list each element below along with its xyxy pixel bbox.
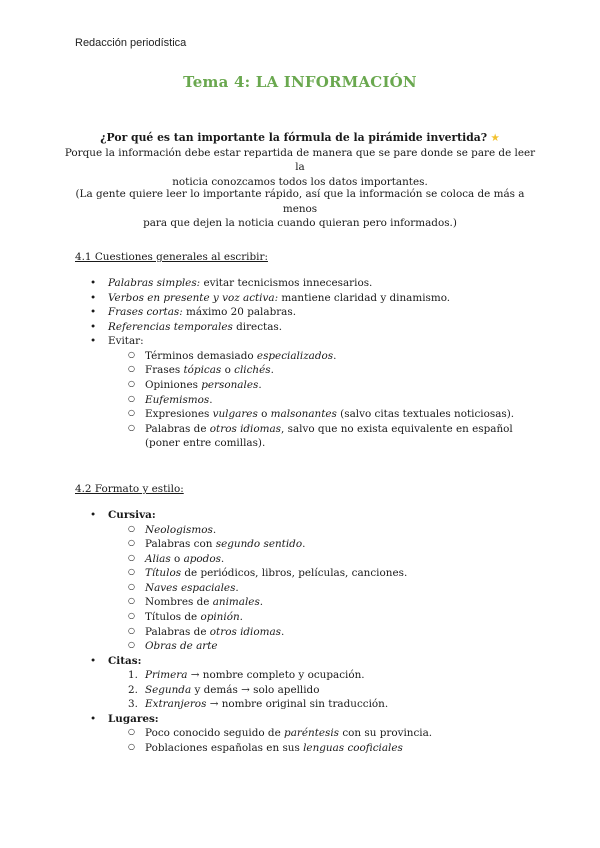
circle-bullet-icon: ○: [128, 727, 135, 737]
sublist-item: ○ Palabras de otros idiomas, salvo que no exista equivalente en español (poner entre comillas).: [128, 422, 513, 450]
sublist-item: ○ Poblaciones españolas en sus lenguas cooficiales: [128, 742, 403, 754]
circle-bullet-icon: ○: [128, 408, 135, 418]
sublist-item: ○ Nombres de animales.: [128, 596, 264, 609]
bullet-icon: •: [90, 320, 97, 333]
circle-bullet-icon: ○: [128, 378, 135, 388]
circle-bullet-icon: ○: [128, 552, 135, 562]
circle-bullet-icon: ○: [128, 742, 135, 751]
sublist-item: ○ Poco conocido seguido de paréntesis con su provincia.: [128, 727, 433, 740]
circle-bullet-icon: ○: [128, 640, 135, 650]
question-title-text: ¿Por qué es tan importante la fórmula de la pirámide invertida?: [100, 131, 488, 144]
sublist-item: ○ Palabras de otros idiomas.: [128, 625, 285, 638]
list-item-cursiva: • Cursiva: ○ Neologismos. ○ Palabras con segundo sentido. ○ Alias o apodos. ○ Títulos de periódicos, libros, películas, canciones. ○ Naves espaciales. ○ Nombres de animales. ○ Títulos de opinión. ○ Palabras de otros idiomas. ○ Obras de arte: [90, 508, 540, 654]
page-header: Redacción periodística: [75, 37, 187, 49]
section-4-2-title: 4.2 Formato y estilo:: [75, 483, 184, 495]
list-item: • Frases cortas: máximo 20 palabras.: [90, 306, 297, 319]
note-line1: (La gente quiere leer lo importante rápido, así que la información se coloca de más a menos: [75, 188, 525, 215]
bullet-icon: •: [90, 291, 97, 304]
circle-bullet-icon: ○: [128, 349, 135, 359]
list-item-citas: • Citas: 1. Primera → nombre completo y ocupación. 2. Segunda y demás → solo apellido 3. Extranjeros → nombre original sin traducción.: [90, 654, 540, 712]
sublist-item: ○ Obras de arte: [128, 640, 218, 653]
section-4-1-title: 4.1 Cuestiones generales al escribir:: [75, 251, 268, 263]
bullet-icon: •: [90, 712, 97, 725]
bullet-icon: •: [90, 335, 97, 348]
sublist-item: ○ Alias o apodos.: [128, 552, 225, 565]
avoid-sublist: [108, 349, 540, 451]
sublist-item: ○ Neologismos.: [128, 523, 217, 536]
sublist-item: ○ Eufemismos.: [128, 393, 213, 406]
bullet-icon: •: [90, 654, 97, 667]
circle-bullet-icon: ○: [128, 567, 135, 577]
question-answer-line1: Porque la información debe estar repartida de manera que se pare donde se pare de leer la: [64, 146, 536, 174]
page-title: Tema 4: LA INFORMACIÓN: [183, 73, 417, 91]
sublist-item: ○ Términos demasiado especializados.: [128, 349, 337, 362]
circle-bullet-icon: ○: [128, 523, 135, 533]
numbered-item: 3. Extranjeros → nombre original sin traducción.: [128, 698, 389, 711]
list-item: • Palabras simples: evitar tecnicismos innecesarios.: [90, 277, 373, 289]
circle-bullet-icon: ○: [128, 393, 135, 403]
citas-numbered-list: [108, 668, 540, 712]
question-answer-line2: noticia conozcamos todos los datos importantes.: [172, 175, 428, 188]
numbered-item: 2. Segunda y demás → solo apellido: [128, 683, 320, 696]
sublist-item: ○ Expresiones vulgares o malsonantes (salvo citas textuales noticiosas).: [128, 408, 515, 421]
question-title: [60, 130, 540, 146]
circle-bullet-icon: ○: [128, 581, 135, 591]
list-item-avoid: • Evitar: ○ Términos demasiado especializados. ○ Frases tópicas o clichés. ○ Opiniones personales. ○ Eufemismos. ○ Expresiones vulgares o malsonantes (salvo citas textuales noticiosas). ○ Palabras de otros idiomas, salvo que no exista equivalente en español (poner entre comillas).: [90, 334, 540, 451]
bullet-icon: •: [90, 277, 97, 289]
note-block: [60, 187, 540, 231]
section-4-1-list: [90, 276, 540, 451]
circle-bullet-icon: ○: [128, 422, 135, 432]
star-icon: ★: [490, 132, 500, 144]
sublist-item: ○ Títulos de opinión.: [128, 610, 243, 623]
section-4-2-list: [90, 508, 540, 756]
bullet-icon: •: [90, 306, 97, 319]
numbered-item: 1. Primera → nombre completo y ocupación.: [128, 669, 365, 682]
lugares-sublist: [108, 726, 540, 755]
sublist-item: ○ Opiniones personales.: [128, 378, 262, 391]
cursiva-sublist: [108, 523, 540, 654]
circle-bullet-icon: ○: [128, 625, 135, 635]
sublist-item: ○ Títulos de periódicos, libros, películas, canciones.: [128, 567, 408, 580]
sublist-item: ○ Naves espaciales.: [128, 581, 239, 594]
note-line2: para que dejen la noticia cuando quieran pero informados.): [143, 217, 457, 230]
circle-bullet-icon: ○: [128, 538, 135, 548]
list-item: • Verbos en presente y voz activa: mantiene claridad y dinamismo.: [90, 291, 451, 304]
list-item-lugares: • Lugares: ○ Poco conocido seguido de paréntesis con su provincia. ○ Poblaciones españolas en sus lenguas cooficiales: [90, 712, 540, 756]
sublist-item: ○ Frases tópicas o clichés.: [128, 364, 274, 377]
question-block: [60, 130, 540, 189]
circle-bullet-icon: ○: [128, 610, 135, 620]
list-item: • Referencias temporales directas.: [90, 320, 283, 333]
sublist-item: ○ Palabras con segundo sentido.: [128, 538, 306, 551]
circle-bullet-icon: ○: [128, 364, 135, 374]
circle-bullet-icon: ○: [128, 596, 135, 606]
bullet-icon: •: [90, 509, 97, 521]
